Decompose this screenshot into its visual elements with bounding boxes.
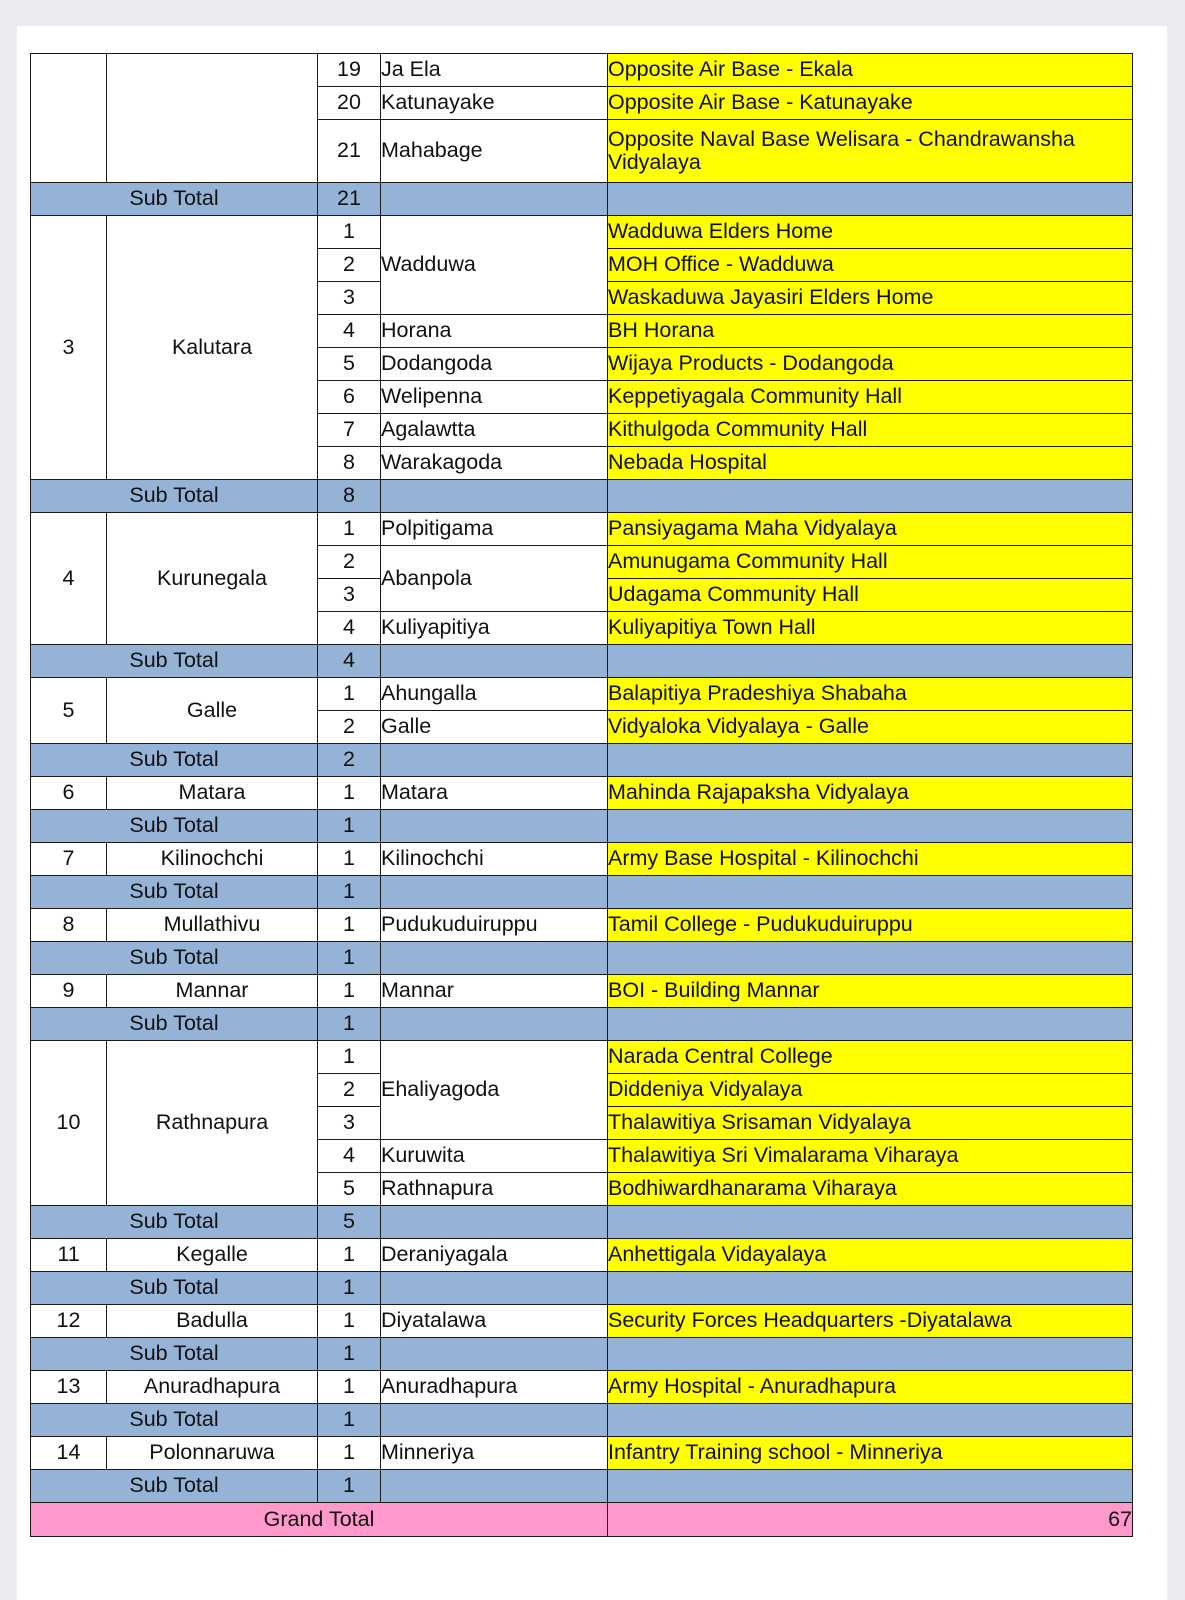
table-row <box>31 909 1133 942</box>
subtotal-empty <box>608 645 1133 678</box>
subtotal-label: Sub Total <box>31 480 318 513</box>
area-cell: Katunayake <box>381 87 608 120</box>
table-row <box>31 54 1133 87</box>
row-number: 4 <box>318 612 381 645</box>
table-row <box>31 777 1133 810</box>
subtotal-empty <box>608 1404 1133 1437</box>
subtotal-label: Sub Total <box>31 876 318 909</box>
subtotal-empty <box>381 645 608 678</box>
subtotal-empty <box>381 876 608 909</box>
district-name-cell <box>107 54 318 183</box>
area-cell: Kuliyapitiya <box>381 612 608 645</box>
district-number: 3 <box>31 216 107 480</box>
district-number: 13 <box>31 1371 107 1404</box>
location-cell: Infantry Training school - Minneriya <box>608 1437 1133 1470</box>
area-cell: Mannar <box>381 975 608 1008</box>
row-number: 1 <box>318 975 381 1008</box>
district-number-cell <box>31 54 107 183</box>
area-cell: Mahabage <box>381 120 608 183</box>
table-row <box>31 843 1133 876</box>
subtotal-row <box>31 744 1133 777</box>
subtotal-value: 21 <box>318 183 381 216</box>
subtotal-value: 1 <box>318 1272 381 1305</box>
area-cell: Galle <box>381 711 608 744</box>
district-name: Polonnaruwa <box>107 1437 318 1470</box>
grand-total-row <box>31 1503 1133 1537</box>
row-number: 7 <box>318 414 381 447</box>
row-number: 1 <box>318 678 381 711</box>
subtotal-empty <box>608 876 1133 909</box>
subtotal-empty <box>381 810 608 843</box>
table-row <box>31 1437 1133 1470</box>
subtotal-row <box>31 1008 1133 1041</box>
subtotal-value: 1 <box>318 810 381 843</box>
location-cell: Opposite Air Base - Ekala <box>608 54 1133 87</box>
area-cell: Rathnapura <box>381 1173 608 1206</box>
subtotal-label: Sub Total <box>31 1404 318 1437</box>
district-number: 14 <box>31 1437 107 1470</box>
subtotal-empty <box>608 1272 1133 1305</box>
district-name: Rathnapura <box>107 1041 318 1206</box>
subtotal-row <box>31 1206 1133 1239</box>
row-number: 1 <box>318 216 381 249</box>
row-number: 3 <box>318 282 381 315</box>
location-cell: BOI - Building Mannar <box>608 975 1133 1008</box>
row-number: 3 <box>318 579 381 612</box>
row-number: 8 <box>318 447 381 480</box>
subtotal-value: 1 <box>318 1338 381 1371</box>
subtotal-label: Sub Total <box>31 1008 318 1041</box>
subtotal-value: 8 <box>318 480 381 513</box>
location-cell: Opposite Naval Base Welisara - Chandrawansha Vidyalaya <box>608 120 1133 183</box>
district-number: 9 <box>31 975 107 1008</box>
location-cell: Opposite Air Base - Katunayake <box>608 87 1133 120</box>
row-number: 6 <box>318 381 381 414</box>
row-number: 20 <box>318 87 381 120</box>
location-cell: MOH Office - Wadduwa <box>608 249 1133 282</box>
table-row <box>31 1041 1133 1074</box>
location-cell: Diddeniya Vidyalaya <box>608 1074 1133 1107</box>
subtotal-empty <box>608 1008 1133 1041</box>
district-number: 5 <box>31 678 107 744</box>
area-cell: Wadduwa <box>381 216 608 315</box>
location-cell: Wadduwa Elders Home <box>608 216 1133 249</box>
subtotal-empty <box>381 942 608 975</box>
subtotal-label: Sub Total <box>31 645 318 678</box>
area-cell: Kuruwita <box>381 1140 608 1173</box>
row-number: 19 <box>318 54 381 87</box>
grand-total-value: 67 <box>608 1503 1133 1537</box>
subtotal-row <box>31 810 1133 843</box>
location-cell: Vidyaloka Vidyalaya - Galle <box>608 711 1133 744</box>
subtotal-empty <box>608 810 1133 843</box>
location-cell: Balapitiya Pradeshiya Shabaha <box>608 678 1133 711</box>
location-cell: Anhettigala Vidayalaya <box>608 1239 1133 1272</box>
area-cell: Welipenna <box>381 381 608 414</box>
district-name: Galle <box>107 678 318 744</box>
row-number: 5 <box>318 348 381 381</box>
table-row <box>31 975 1133 1008</box>
row-number: 1 <box>318 513 381 546</box>
area-cell: Diyatalawa <box>381 1305 608 1338</box>
row-number: 2 <box>318 1074 381 1107</box>
document-page <box>17 26 1167 1600</box>
location-cell: Narada Central College <box>608 1041 1133 1074</box>
area-cell: Warakagoda <box>381 447 608 480</box>
subtotal-label: Sub Total <box>31 942 318 975</box>
area-cell: Anuradhapura <box>381 1371 608 1404</box>
subtotal-empty <box>381 1008 608 1041</box>
district-number: 4 <box>31 513 107 645</box>
district-number: 10 <box>31 1041 107 1206</box>
subtotal-value: 1 <box>318 942 381 975</box>
subtotal-label: Sub Total <box>31 810 318 843</box>
subtotal-value: 1 <box>318 876 381 909</box>
subtotal-empty <box>608 183 1133 216</box>
subtotal-empty <box>608 744 1133 777</box>
location-cell: Amunugama Community Hall <box>608 546 1133 579</box>
location-cell: BH Horana <box>608 315 1133 348</box>
location-cell: Wijaya Products - Dodangoda <box>608 348 1133 381</box>
area-cell: Minneriya <box>381 1437 608 1470</box>
area-cell: Horana <box>381 315 608 348</box>
subtotal-row <box>31 1404 1133 1437</box>
area-cell: Kilinochchi <box>381 843 608 876</box>
subtotal-row <box>31 1338 1133 1371</box>
subtotal-empty <box>608 480 1133 513</box>
area-cell: Ja Ela <box>381 54 608 87</box>
row-number: 1 <box>318 777 381 810</box>
row-number: 5 <box>318 1173 381 1206</box>
area-cell: Ehaliyagoda <box>381 1041 608 1140</box>
row-number: 1 <box>318 909 381 942</box>
quarantine-centers-table <box>30 53 1133 1537</box>
location-cell: Kuliyapitiya Town Hall <box>608 612 1133 645</box>
subtotal-row <box>31 480 1133 513</box>
table-row <box>31 1371 1133 1404</box>
table-row <box>31 1239 1133 1272</box>
location-cell: Army Hospital - Anuradhapura <box>608 1371 1133 1404</box>
subtotal-label: Sub Total <box>31 1206 318 1239</box>
area-cell: Matara <box>381 777 608 810</box>
district-number: 6 <box>31 777 107 810</box>
district-name: Kilinochchi <box>107 843 318 876</box>
area-cell: Dodangoda <box>381 348 608 381</box>
location-cell: Tamil College - Pudukuduiruppu <box>608 909 1133 942</box>
row-number: 2 <box>318 711 381 744</box>
location-cell: Bodhiwardhanarama Viharaya <box>608 1173 1133 1206</box>
location-cell: Mahinda Rajapaksha Vidyalaya <box>608 777 1133 810</box>
subtotal-empty <box>608 1206 1133 1239</box>
subtotal-label: Sub Total <box>31 1470 318 1503</box>
subtotal-empty <box>381 744 608 777</box>
subtotal-row <box>31 183 1133 216</box>
row-number: 1 <box>318 1041 381 1074</box>
subtotal-row <box>31 1272 1133 1305</box>
subtotal-label: Sub Total <box>31 1338 318 1371</box>
subtotal-empty <box>381 480 608 513</box>
district-name: Mannar <box>107 975 318 1008</box>
district-number: 7 <box>31 843 107 876</box>
subtotal-empty <box>381 1470 608 1503</box>
location-cell: Thalawitiya Sri Vimalarama Viharaya <box>608 1140 1133 1173</box>
district-name: Kalutara <box>107 216 318 480</box>
location-cell: Nebada Hospital <box>608 447 1133 480</box>
district-name: Matara <box>107 777 318 810</box>
subtotal-empty <box>608 942 1133 975</box>
location-cell: Army Base Hospital - Kilinochchi <box>608 843 1133 876</box>
subtotal-empty <box>608 1470 1133 1503</box>
area-cell: Ahungalla <box>381 678 608 711</box>
row-number: 4 <box>318 1140 381 1173</box>
row-number: 3 <box>318 1107 381 1140</box>
location-cell: Security Forces Headquarters -Diyatalawa <box>608 1305 1133 1338</box>
location-cell: Udagama Community Hall <box>608 579 1133 612</box>
location-cell: Keppetiyagala Community Hall <box>608 381 1133 414</box>
row-number: 1 <box>318 1239 381 1272</box>
area-cell: Pudukuduiruppu <box>381 909 608 942</box>
subtotal-label: Sub Total <box>31 1272 318 1305</box>
subtotal-empty <box>381 1404 608 1437</box>
row-number: 1 <box>318 1437 381 1470</box>
row-number: 21 <box>318 120 381 183</box>
table-row <box>31 678 1133 711</box>
location-cell: Pansiyagama Maha Vidyalaya <box>608 513 1133 546</box>
subtotal-value: 1 <box>318 1404 381 1437</box>
area-cell: Polpitigama <box>381 513 608 546</box>
row-number: 2 <box>318 249 381 282</box>
area-cell: Deraniyagala <box>381 1239 608 1272</box>
subtotal-value: 1 <box>318 1470 381 1503</box>
table-row <box>31 1305 1133 1338</box>
district-number: 8 <box>31 909 107 942</box>
subtotal-empty <box>381 1338 608 1371</box>
district-name: Badulla <box>107 1305 318 1338</box>
table-row <box>31 216 1133 249</box>
district-name: Anuradhapura <box>107 1371 318 1404</box>
location-cell: Waskaduwa Jayasiri Elders Home <box>608 282 1133 315</box>
location-cell: Kithulgoda Community Hall <box>608 414 1133 447</box>
district-number: 11 <box>31 1239 107 1272</box>
row-number: 4 <box>318 315 381 348</box>
row-number: 1 <box>318 843 381 876</box>
grand-total-label: Grand Total <box>31 1503 608 1537</box>
row-number: 2 <box>318 546 381 579</box>
district-name: Kurunegala <box>107 513 318 645</box>
subtotal-row <box>31 1470 1133 1503</box>
row-number: 1 <box>318 1371 381 1404</box>
table-row <box>31 513 1133 546</box>
subtotal-row <box>31 942 1133 975</box>
subtotal-row <box>31 645 1133 678</box>
subtotal-value: 4 <box>318 645 381 678</box>
area-cell: Agalawtta <box>381 414 608 447</box>
district-name: Kegalle <box>107 1239 318 1272</box>
subtotal-empty <box>381 183 608 216</box>
area-cell: Abanpola <box>381 546 608 612</box>
subtotal-empty <box>381 1206 608 1239</box>
subtotal-value: 5 <box>318 1206 381 1239</box>
subtotal-empty <box>608 1338 1133 1371</box>
subtotal-value: 2 <box>318 744 381 777</box>
district-name: Mullathivu <box>107 909 318 942</box>
row-number: 1 <box>318 1305 381 1338</box>
subtotal-label: Sub Total <box>31 183 318 216</box>
subtotal-empty <box>381 1272 608 1305</box>
district-number: 12 <box>31 1305 107 1338</box>
subtotal-label: Sub Total <box>31 744 318 777</box>
subtotal-row <box>31 876 1133 909</box>
location-cell: Thalawitiya Srisaman Vidyalaya <box>608 1107 1133 1140</box>
subtotal-value: 1 <box>318 1008 381 1041</box>
